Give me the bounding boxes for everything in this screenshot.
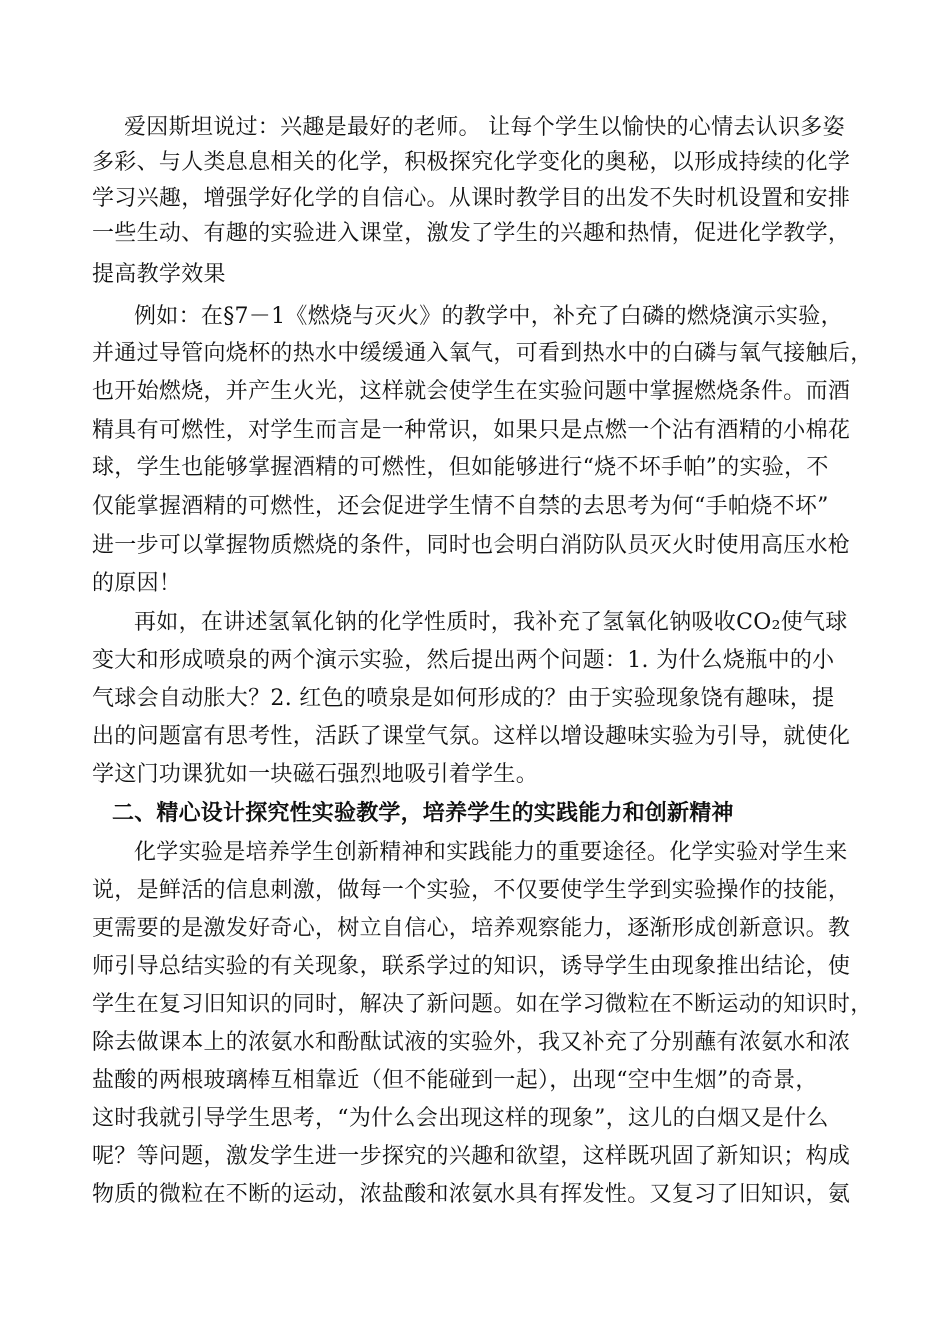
paragraph-4-line-5: 学生在复习旧知识的同时，解决了新问题。如在学习微粒在不断运动的知识时， xyxy=(92,992,873,1017)
paragraph-4-line-10: 物质的微粒在不断的运动，浓盐酸和浓氨水具有挥发性。又复习了旧知识，氨 xyxy=(92,1182,851,1207)
paragraph-3-line-3: 气球会自动胀大？2. 红色的喷泉是如何形成的？由于实验现象饶有趣味，提 xyxy=(92,686,835,711)
paragraph-4-line-2: 说，是鲜活的信息刺激，做每一个实验，不仅要使学生学到实验操作的技能， xyxy=(92,878,851,903)
paragraph-4-line-3: 更需要的是激发好奇心，树立自信心，培养观察能力，逐渐形成创新意识。教 xyxy=(92,916,851,941)
paragraph-4-line-6: 除去做课本上的浓氨水和酚酞试液的实验外，我又补充了分别蘸有浓氨水和浓 xyxy=(92,1030,851,1055)
paragraph-3-line-4: 出的问题富有思考性，活跃了课堂气氛。这样以增设趣味实验为引导，就使化 xyxy=(92,724,851,749)
paragraph-2-line-7: 进一步可以掌握物质燃烧的条件，同时也会明白消防队员灭火时使用高压水枪 xyxy=(92,533,851,558)
paragraph-4-line-7: 盐酸的两根玻璃棒互相靠近（但不能碰到一起），出现“空中生烟”的奇景， xyxy=(92,1068,818,1093)
paragraph-3-line-5: 学这门功课犹如一块磁石强烈地吸引着学生。 xyxy=(92,762,539,787)
paragraph-3-line-1: 再如，在讲述氢氧化钠的化学性质时，我补充了氢氧化钠吸收CO₂使气球 xyxy=(134,610,848,635)
paragraph-2-line-2: 并通过导管向烧杯的热水中缓缓通入氧气，可看到热水中的白磷与氧气接触后， xyxy=(92,341,873,366)
section-heading: 二、精心设计探究性实验教学，培养学生的实践能力和创新精神 xyxy=(112,801,734,826)
paragraph-2-line-5: 球，学生也能够掌握酒精的可燃性，但如能够进行“烧不坏手帕”的实验，不 xyxy=(92,455,829,480)
paragraph-4-line-1: 化学实验是培养学生创新精神和实践能力的重要途径。化学实验对学生来 xyxy=(134,840,848,865)
paragraph-2-line-4: 精具有可燃性，对学生而言是一种常识，如果只是点燃一个沾有酒精的小棉花 xyxy=(92,418,851,443)
paragraph-1-line-3: 学习兴趣，增强学好化学的自信心。从课时教学目的出发不失时机设置和安排 xyxy=(92,186,851,211)
paragraph-1-line-1: 爱因斯坦说过：兴趣是最好的老师。 让每个学生以愉快的心情去认识多姿 xyxy=(124,115,845,140)
paragraph-2-line-8: 的原因！ xyxy=(92,571,182,596)
paragraph-1-line-5: 提高教学效果 xyxy=(92,262,226,287)
paragraph-2-line-3: 也开始燃烧，并产生火光，这样就会使学生在实验问题中掌握燃烧条件。而酒 xyxy=(92,379,851,404)
paragraph-4-line-4: 师引导总结实验的有关现象，联系学过的知识，诱导学生由现象推出结论，使 xyxy=(92,954,851,979)
paragraph-2-line-6: 仅能掌握酒精的可燃性，还会促进学生情不自禁的去思考为何“手帕烧不坏” xyxy=(92,494,829,519)
paragraph-1-line-2: 多彩、与人类息息相关的化学，积极探究化学变化的奥秘，以形成持续的化学 xyxy=(92,150,851,175)
paragraph-1-line-4: 一些生动、有趣的实验进入课堂，激发了学生的兴趣和热情，促进化学教学， xyxy=(92,221,851,246)
paragraph-2-line-1: 例如：在§7－1《燃烧与灭火》的教学中，补充了白磷的燃烧演示实验， xyxy=(134,304,843,329)
paragraph-4-line-9: 呢？等问题，激发学生进一步探究的兴趣和欲望，这样既巩固了新知识；构成 xyxy=(92,1144,851,1169)
paragraph-4-line-8: 这时我就引导学生思考，“为什么会出现这样的现象”，这儿的白烟又是什么 xyxy=(92,1106,829,1131)
paragraph-3-line-2: 变大和形成喷泉的两个演示实验，然后提出两个问题：1. 为什么烧瓶中的小 xyxy=(92,648,835,673)
